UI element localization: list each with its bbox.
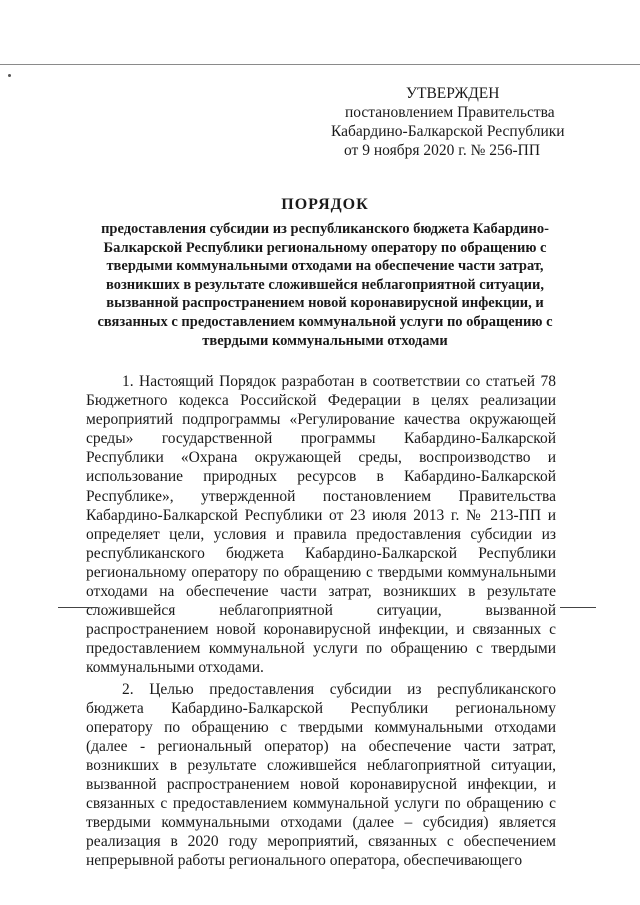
- approval-line-republic: Кабардино-Балкарской Республики: [331, 123, 565, 140]
- approval-line-decree: постановлением Правительства: [345, 104, 555, 121]
- scan-dash-mark-left: [58, 607, 98, 608]
- scan-dash-mark-right: [560, 607, 596, 608]
- document-title-block: [95, 196, 555, 350]
- scan-speck: [8, 74, 11, 77]
- approval-line-date: от 9 ноября 2020 г. № 256-ПП: [344, 142, 541, 159]
- paragraph-1: 1. Настоящий Порядок разработан в соответствии со статьей 78 Бюджетного кодекса Российской Федерации в целях реализации мероприятий подпрограммы «Регулирование качества окружающей среды» государственной программы Кабардино-Балкарской Республики «Охрана окружающей среды, воспроизводство и использование природных ресурсов в Кабардино-Балкарской Республике», утвержденной постановлением Правительства Кабардино-Балкарской Республики от 23 июля 2013 г. № 213-ПП и определяет цели, условия и правила предоставления субсидии из республиканского бюджета Кабардино-Балкарской Республики региональному оператору по обращению с твердыми коммунальными отходами на обеспечение части затрат, возникших в результате сложившейся неблагоприятной ситуации, вызванной распространением новой коронавирусной инфекции, и связанных с предоставлением коммунальной услуги по обращению с твердыми коммунальными отходами.: [86, 373, 556, 677]
- scan-edge-line: [0, 64, 640, 65]
- paragraph-2: 2. Целью предоставления субсидии из республиканского бюджета Кабардино-Балкарской Республики региональному оператору по обращению с твердыми коммунальными отходами (далее - региональный оператор) на обеспечение части затрат, возникших в результате сложившейся неблагоприятной ситуации, вызванной распространением новой коронавирусной инфекции, и связанных с предоставлением коммунальной услуги по обращению с твердыми коммунальными отходами (далее – субсидия) является реализация в 2020 году мероприятий, связанных с обеспечением непрерывной работы регионального оператора, обеспечивающего: [86, 680, 556, 870]
- approval-heading: УТВЕРЖДЕН: [406, 85, 500, 102]
- document-title: ПОРЯДОК: [281, 196, 369, 213]
- document-body: [86, 372, 556, 872]
- document-subtitle: предоставления субсидии из республиканского бюджета Кабардино-Балкарской Республики региональному оператору по обращению с твердыми коммунальными отходами на обеспечение части затрат, возникших в результате сложившейся неблагоприятной ситуации, вызванной распространением новой коронавирусной инфекции, и связанных с предоставлением коммунальной услуги по обращению с твердыми коммунальными отходами: [97, 221, 553, 349]
